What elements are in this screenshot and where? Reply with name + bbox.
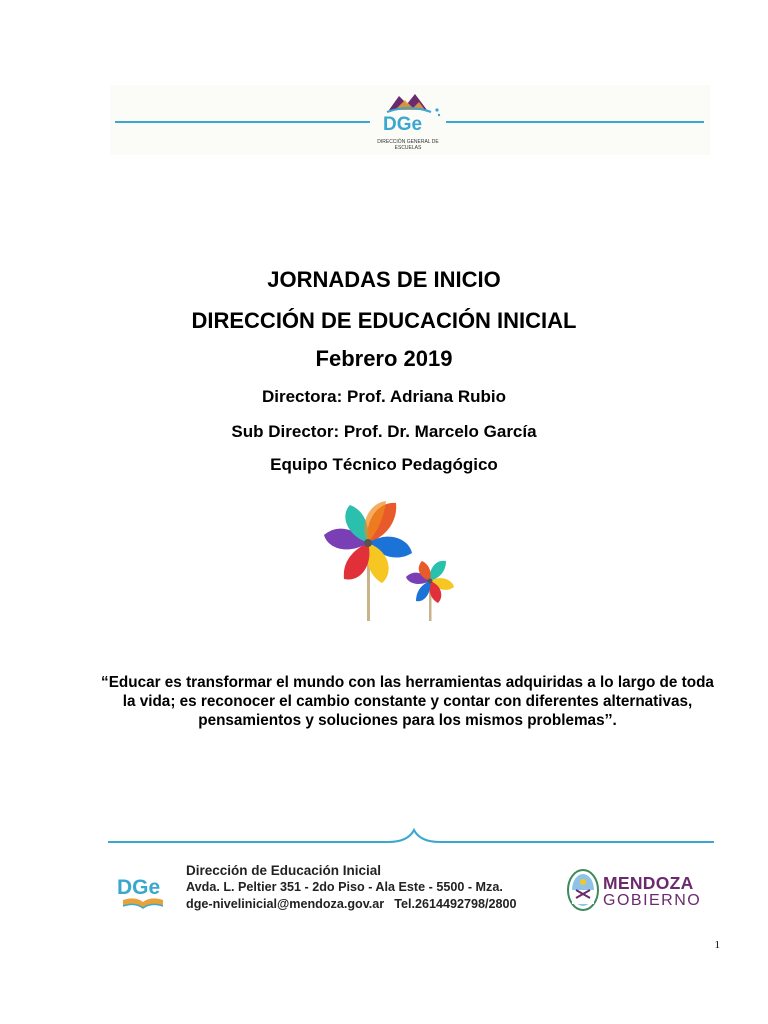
footer-contact-line bbox=[186, 896, 517, 913]
footer-phone: Tel.2614492798/2800 bbox=[394, 897, 517, 911]
footer-address: Avda. L. Peltier 351 - 2do Piso - Ala Este - 5500 - Mza. bbox=[186, 880, 503, 894]
document-title: JORNADAS DE INICIO bbox=[267, 267, 501, 292]
director-line: Directora: Prof. Adriana Rubio bbox=[261, 387, 506, 406]
department-title: DIRECCIÓN DE EDUCACIÓN INICIAL bbox=[191, 308, 577, 333]
footer-contact-block bbox=[186, 862, 517, 913]
footer-office-title: Dirección de Educación Inicial bbox=[186, 863, 382, 878]
brand-line-gobierno: GOBIERNO bbox=[603, 892, 702, 909]
header-divider-left bbox=[115, 121, 370, 123]
header-logo-caption: DIRECCIÓN GENERAL DE ESCUELAS bbox=[377, 139, 439, 151]
header-divider-right bbox=[446, 121, 704, 123]
team-line: Equipo Técnico Pedagógico bbox=[270, 455, 498, 474]
header-logo-text: DGe bbox=[383, 114, 423, 135]
footer-dge-logo-icon bbox=[115, 868, 173, 914]
brand-line-mendoza: MENDOZA bbox=[603, 873, 694, 893]
page-number: 1 bbox=[714, 939, 720, 951]
footer-logo-text: DGe bbox=[117, 876, 161, 899]
footer-divider-wave bbox=[108, 826, 714, 850]
pinwheels-illustration-icon bbox=[310, 493, 465, 623]
quote-text: “Educar es transformar el mundo con las herramientas adquiridas a lo largo de toda la vida; es reconocer el cambio constante y contar con diferentes alternativas, pensamientos y soluciones para los mismos problemas’’. bbox=[101, 674, 714, 729]
mendoza-shield-icon bbox=[566, 868, 600, 912]
mendoza-gobierno-brand bbox=[603, 874, 701, 910]
date-title: Febrero 2019 bbox=[315, 346, 453, 371]
sub-director-line: Sub Director: Prof. Dr. Marcelo García bbox=[231, 422, 537, 441]
footer-email: dge-nivelinicial@mendoza.gov.ar bbox=[186, 897, 385, 911]
